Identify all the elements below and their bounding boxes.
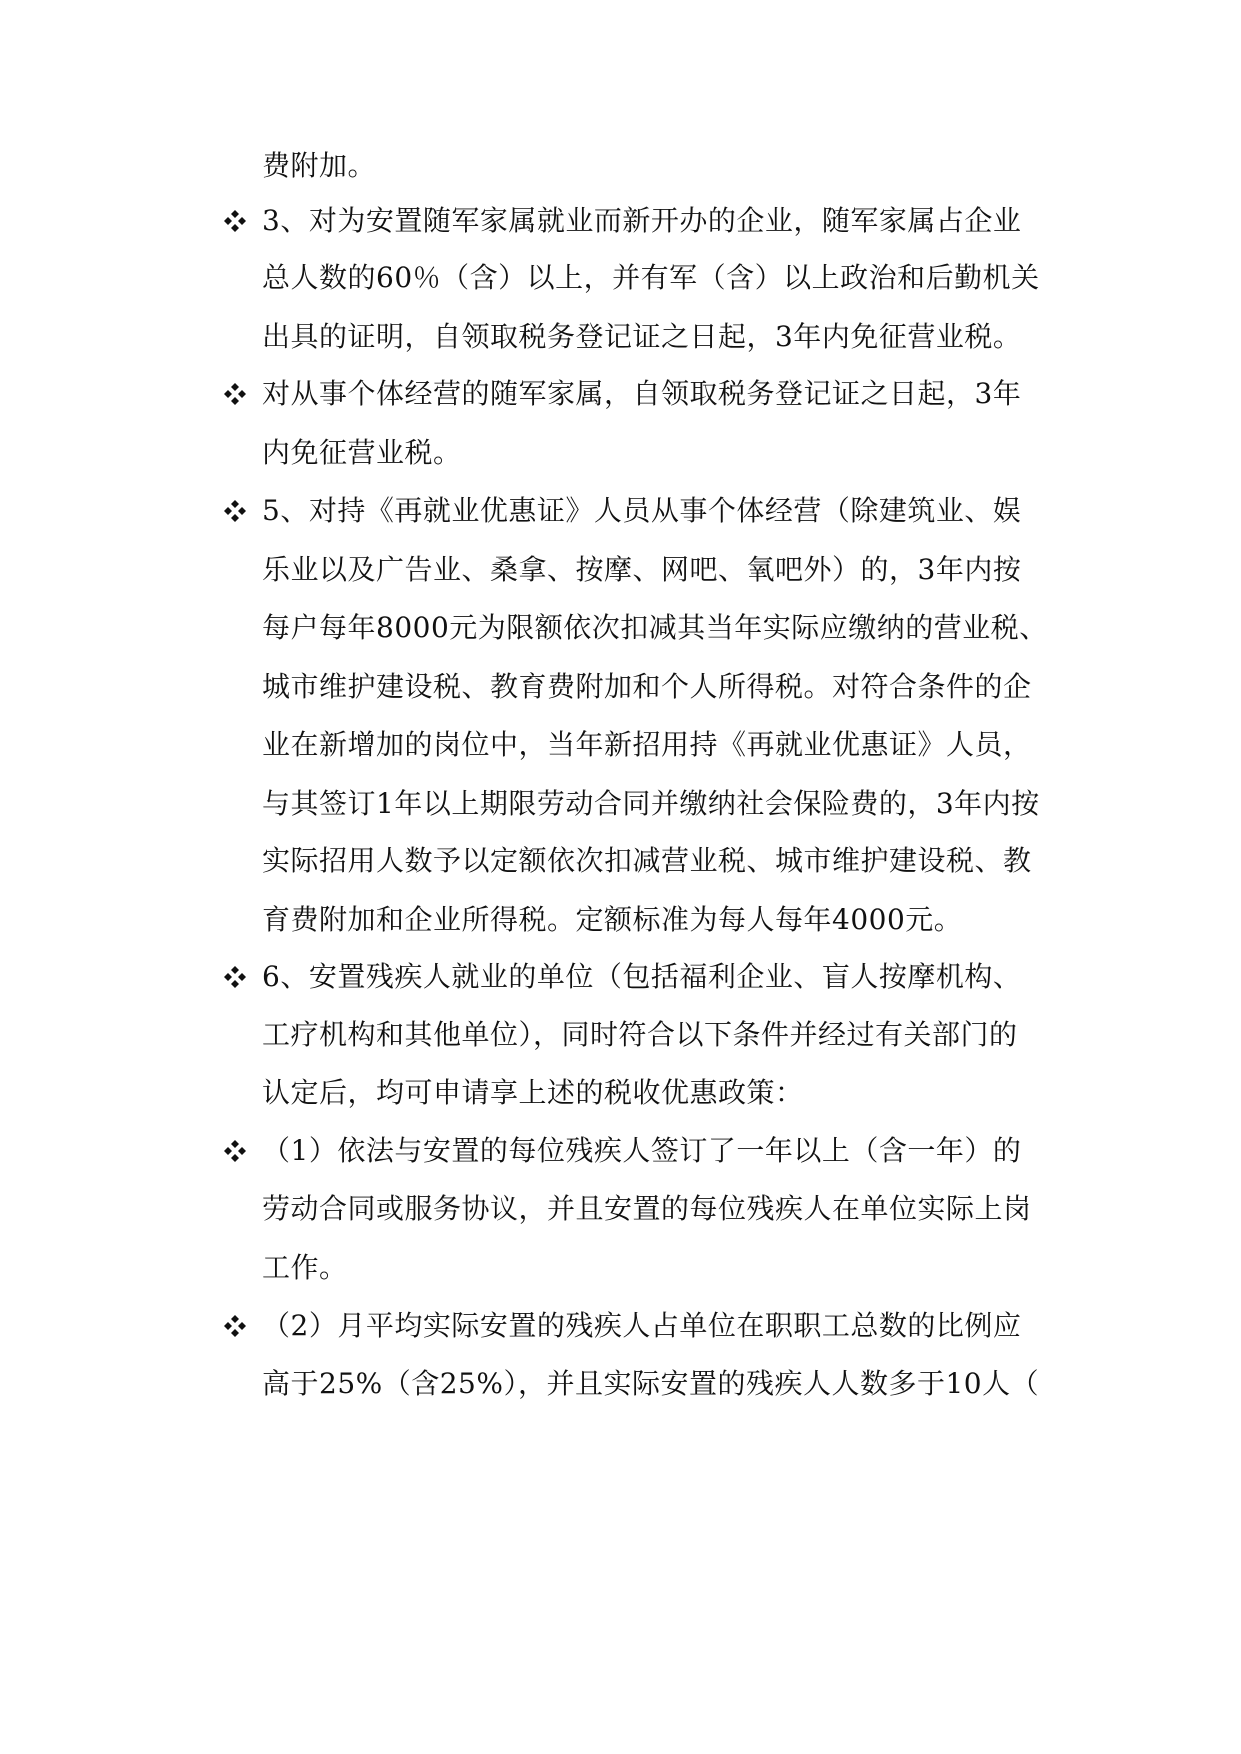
text-line: 3、对为安置随军家属就业而新开办的企业，随军家属占企业 bbox=[262, 204, 1022, 237]
four-diamond-bullet-icon bbox=[222, 498, 248, 524]
text-line: （2）月平均实际安置的残疾人占单位在职职工总数的比例应 bbox=[262, 1309, 1022, 1342]
text-line: 对从事个体经营的随军家属，自领取税务登记证之日起，3年 bbox=[262, 377, 1022, 410]
text-line: 业在新增加的岗位中，当年新招用持《再就业优惠证》人员， bbox=[262, 728, 1032, 761]
text-line: 实际招用人数予以定额依次扣减营业税、城市维护建设税、教 bbox=[262, 844, 1032, 877]
text-line: （1）依法与安置的每位残疾人签订了一年以上（含一年）的 bbox=[262, 1134, 1022, 1167]
four-diamond-bullet-icon bbox=[222, 208, 248, 234]
four-diamond-bullet-icon bbox=[222, 964, 248, 990]
text-line: 每户每年8000元为限额依次扣减其当年实际应缴纳的营业税、 bbox=[262, 611, 1048, 644]
text-line: 内免征营业税。 bbox=[262, 436, 462, 469]
text-line: 认定后，均可申请享上述的税收优惠政策： bbox=[262, 1076, 804, 1109]
text-line: 5、对持《再就业优惠证》人员从事个体经营（除建筑业、娱 bbox=[262, 494, 1022, 527]
text-line: 乐业以及广告业、桑拿、按摩、网吧、氧吧外）的，3年内按 bbox=[262, 553, 1022, 586]
text-line: 育费附加和企业所得税。定额标准为每人每年4000元。 bbox=[262, 903, 963, 936]
text-line: 6、安置残疾人就业的单位（包括福利企业、盲人按摩机构、 bbox=[262, 960, 1022, 993]
text-line: 高于25%（含25%），并且实际安置的残疾人人数多于10人（ bbox=[262, 1367, 1040, 1400]
four-diamond-bullet-icon bbox=[222, 1313, 248, 1339]
text-line: 费附加。 bbox=[262, 149, 377, 182]
four-diamond-bullet-icon bbox=[222, 1138, 248, 1164]
text-line: 与其签订1年以上期限劳动合同并缴纳社会保险费的，3年内按 bbox=[262, 787, 1040, 820]
text-line: 工作。 bbox=[262, 1251, 348, 1284]
four-diamond-bullet-icon bbox=[222, 381, 248, 407]
text-line: 城市维护建设税、教育费附加和个人所得税。对符合条件的企 bbox=[262, 670, 1032, 703]
text-line: 出具的证明，自领取税务登记证之日起，3年内免征营业税。 bbox=[262, 320, 1022, 353]
text-line: 劳动合同或服务协议，并且安置的每位残疾人在单位实际上岗 bbox=[262, 1192, 1032, 1225]
text-line: 工疗机构和其他单位），同时符合以下条件并经过有关部门的 bbox=[262, 1018, 1018, 1051]
text-line: 总人数的60％（含）以上，并有军（含）以上政治和后勤机关 bbox=[262, 261, 1040, 294]
